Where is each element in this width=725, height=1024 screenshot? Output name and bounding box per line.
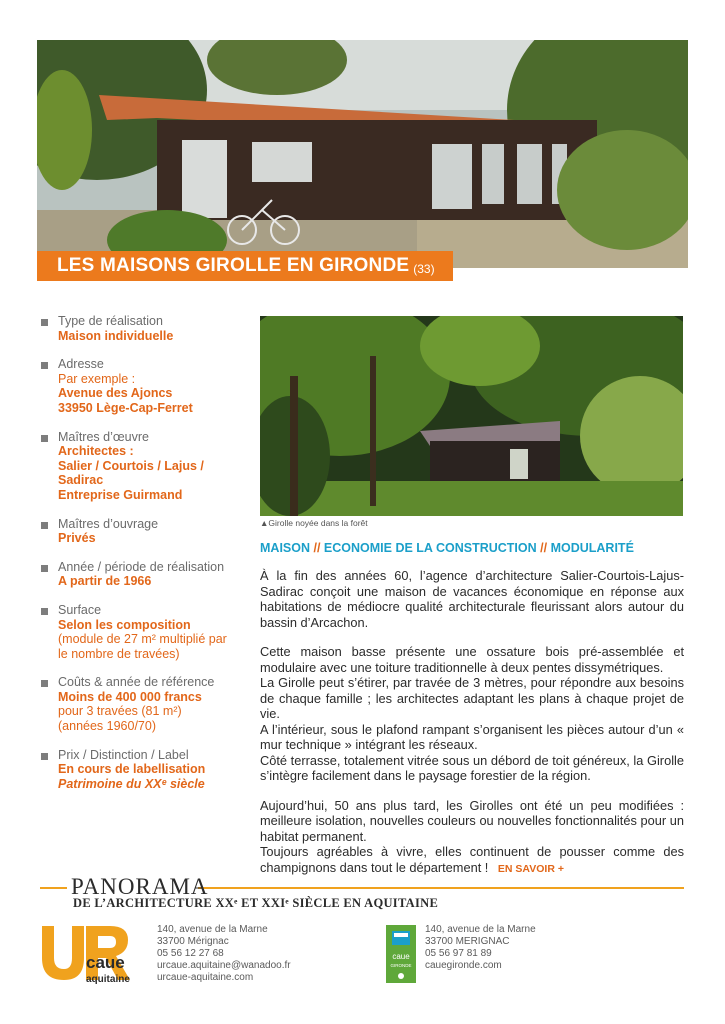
project-sidebar [40, 314, 250, 805]
paragraph: À la fin des années 60, l’agence d’architecture Salier-Courtois-Lajus-Sadirac conçoit une maison de vacances économique en réponse aux habitations de médiocre qualité architecturale fleurissant alors autour du bassin d’Arcachon. [260, 568, 684, 630]
sidebar-item-maitres-ouvrage: Maîtres d’ouvrage Privés [40, 517, 250, 546]
bullet-icon [41, 608, 48, 615]
sidebar-item-surface: Surface Selon les composition (module de 27 m² multiplié par le nombre de travées) [40, 603, 250, 661]
bullet-icon [41, 435, 48, 442]
panorama-title: PANORAMA [71, 874, 209, 899]
bullet-icon [41, 753, 48, 760]
email-link[interactable]: urcaue.aquitaine@wanadoo.fr [157, 960, 291, 971]
website-link[interactable]: cauegironde.com [425, 960, 502, 971]
sidebar-item-adresse: Adresse Par exemple : Avenue des Ajoncs 33950 Lège-Cap-Ferret [40, 357, 250, 415]
keywords-line: MAISON // ECONOMIE DE LA CONSTRUCTION // MODULARITÉ [260, 541, 634, 555]
svg-text:caue: caue [392, 952, 410, 961]
svg-text:caue: caue [86, 953, 125, 972]
sidebar-item-annee: Année / période de réalisation A partir de 1966 [40, 560, 250, 589]
caue-gironde-address: 140, avenue de la Marne 33700 MERIGNAC 05 56 97 81 89 cauegironde.com [425, 924, 536, 971]
forest-photo [260, 316, 683, 516]
house-photo [37, 40, 688, 268]
en-savoir-plus-link[interactable]: EN SAVOIR + [497, 862, 564, 875]
sidebar-item-prix: Prix / Distinction / Label En cours de labellisation Patrimoine du XXᵉ siècle [40, 748, 250, 792]
bullet-icon [41, 362, 48, 369]
svg-text:aquitaine: aquitaine [86, 974, 130, 985]
divider [40, 887, 67, 889]
bullet-icon [41, 680, 48, 687]
paragraph: Cette maison basse présente une ossature bois pré-assemblée et modulaire avec une toiture traditionnelle à deux pentes dissymétriques. La Girolle peut s’étirer, par travée de 3 mètres, pour répondre aux besoins de chaque famille ; les architectes adaptant les plans à chaque projet de vie. A l’intérieur, sous le plafond rampant s’organisent les pièces autour d’un « mur technique » intégrant les réseaux. Côté terrasse, totalement vitrée sous un débord de toit généreux, la Girolle s’intègre facilement dans le paysage forestier de la région. [260, 644, 684, 783]
panorama-subtitle: DE L’ARCHITECTURE XXᵉ ET XXIᵉ SIÈCLE EN AQUITAINE [73, 896, 439, 910]
sidebar-item-type: Type de réalisation Maison individuelle [40, 314, 250, 343]
photo-caption: ▲Girolle noyée dans la forêt [260, 518, 368, 528]
divider [198, 887, 684, 889]
sidebar-item-couts: Coûts & année de référence Moins de 400 000 francs pour 3 travées (81 m²) (années 1960/70) [40, 675, 250, 733]
title-department: (33) [413, 261, 435, 276]
urcaue-logo [40, 924, 152, 986]
sidebar-item-maitres-oeuvre: Maîtres d’œuvre Architectes : Salier / Courtois / Lajus / Sadirac Entreprise Guirmand [40, 430, 250, 503]
website-link[interactable]: urcaue-aquitaine.com [157, 972, 254, 983]
bullet-icon [41, 565, 48, 572]
bullet-icon [41, 522, 48, 529]
article-body [260, 568, 684, 891]
page-title [37, 251, 453, 281]
urcaue-address: 140, avenue de la Marne 33700 Mérignac 05 56 12 27 68 urcaue.aquitaine@wanadoo.fr urcaue-aquitaine.com [157, 924, 291, 983]
caue-gironde-logo [386, 925, 416, 983]
title-main: LES MAISONS GIROLLE EN GIRONDE [57, 255, 410, 276]
bullet-icon [41, 319, 48, 326]
paragraph: Aujourd’hui, 50 ans plus tard, les Girolles ont été un peu modifiées : meilleure isolation, nouvelles couleurs ou nouvelles fonctionnalités pour un habitat permanent. Toujours agréables à vivre, elles continuent de pousser comme des champignons dans tout le département ! EN SAVOIR + [260, 797, 684, 875]
svg-text:GIRONDE: GIRONDE [390, 963, 412, 968]
